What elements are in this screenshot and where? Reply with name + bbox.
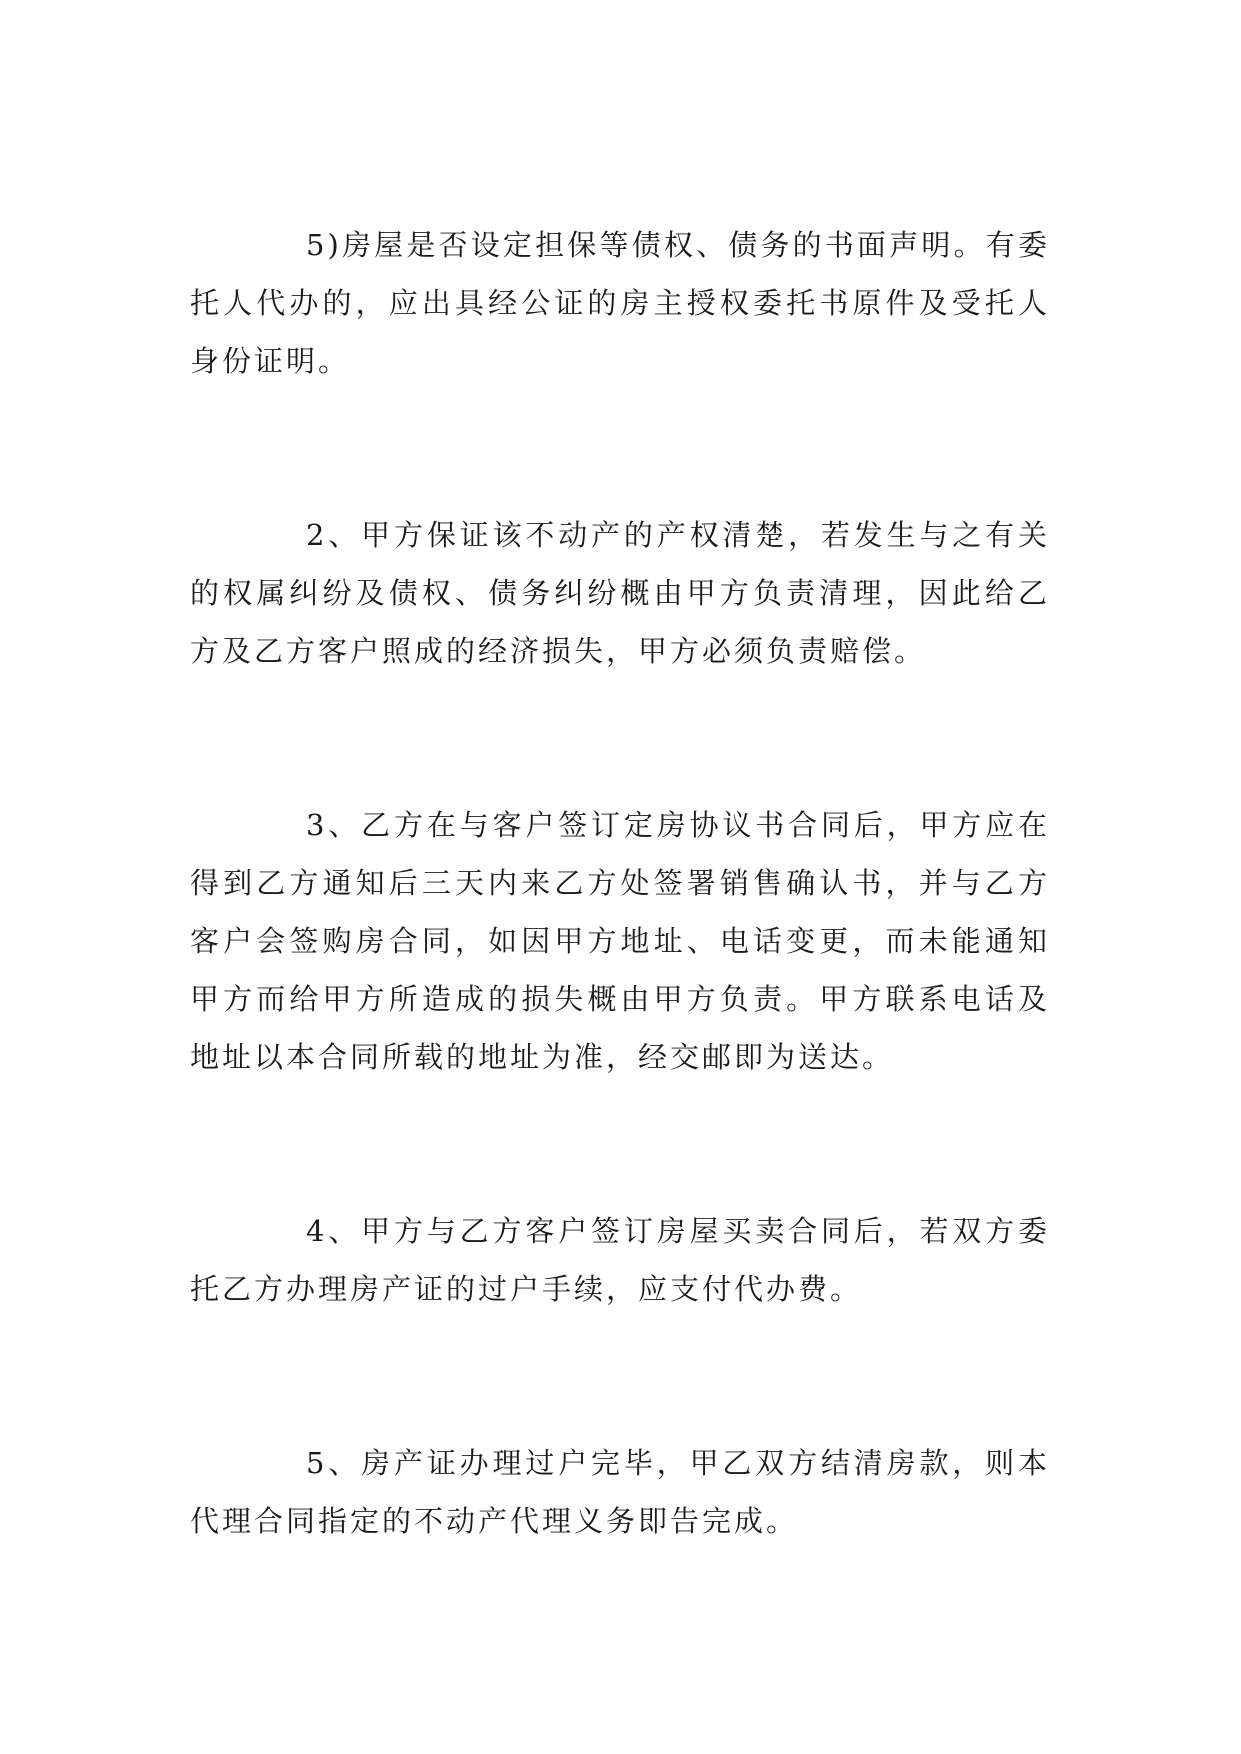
paragraph-clause-4: 4、甲方与乙方客户签订房屋买卖合同后，若双方委托乙方办理房产证的过户手续，应支付代办费。	[190, 1214, 1050, 1306]
paragraph-clause-3: 3、乙方在与客户签订定房协议书合同后，甲方应在得到乙方通知后三天内来乙方处签署销售确认书，并与乙方客户会签购房合同，如因甲方地址、电话变更，而未能通知甲方而给甲方所造成的损失概由甲方负责。甲方联系电话及地址以本合同所载的地址为准，经交邮即为送达。	[190, 808, 1050, 1074]
paragraph-clause-5-item: 5)房屋是否设定担保等债权、债务的书面声明。有委托人代办的，应出具经公证的房主授权委托书原件及受托人身份证明。	[190, 228, 1050, 378]
paragraph-clause-2: 2、甲方保证该不动产的产权清楚，若发生与之有关的权属纠纷及债权、债务纠纷概由甲方负责清理，因此给乙方及乙方客户照成的经济损失，甲方必须负责赔偿。	[190, 518, 1050, 668]
paragraph-clause-5: 5、房产证办理过户完毕，甲乙双方结清房款，则本代理合同指定的不动产代理义务即告完成。	[190, 1446, 1050, 1538]
